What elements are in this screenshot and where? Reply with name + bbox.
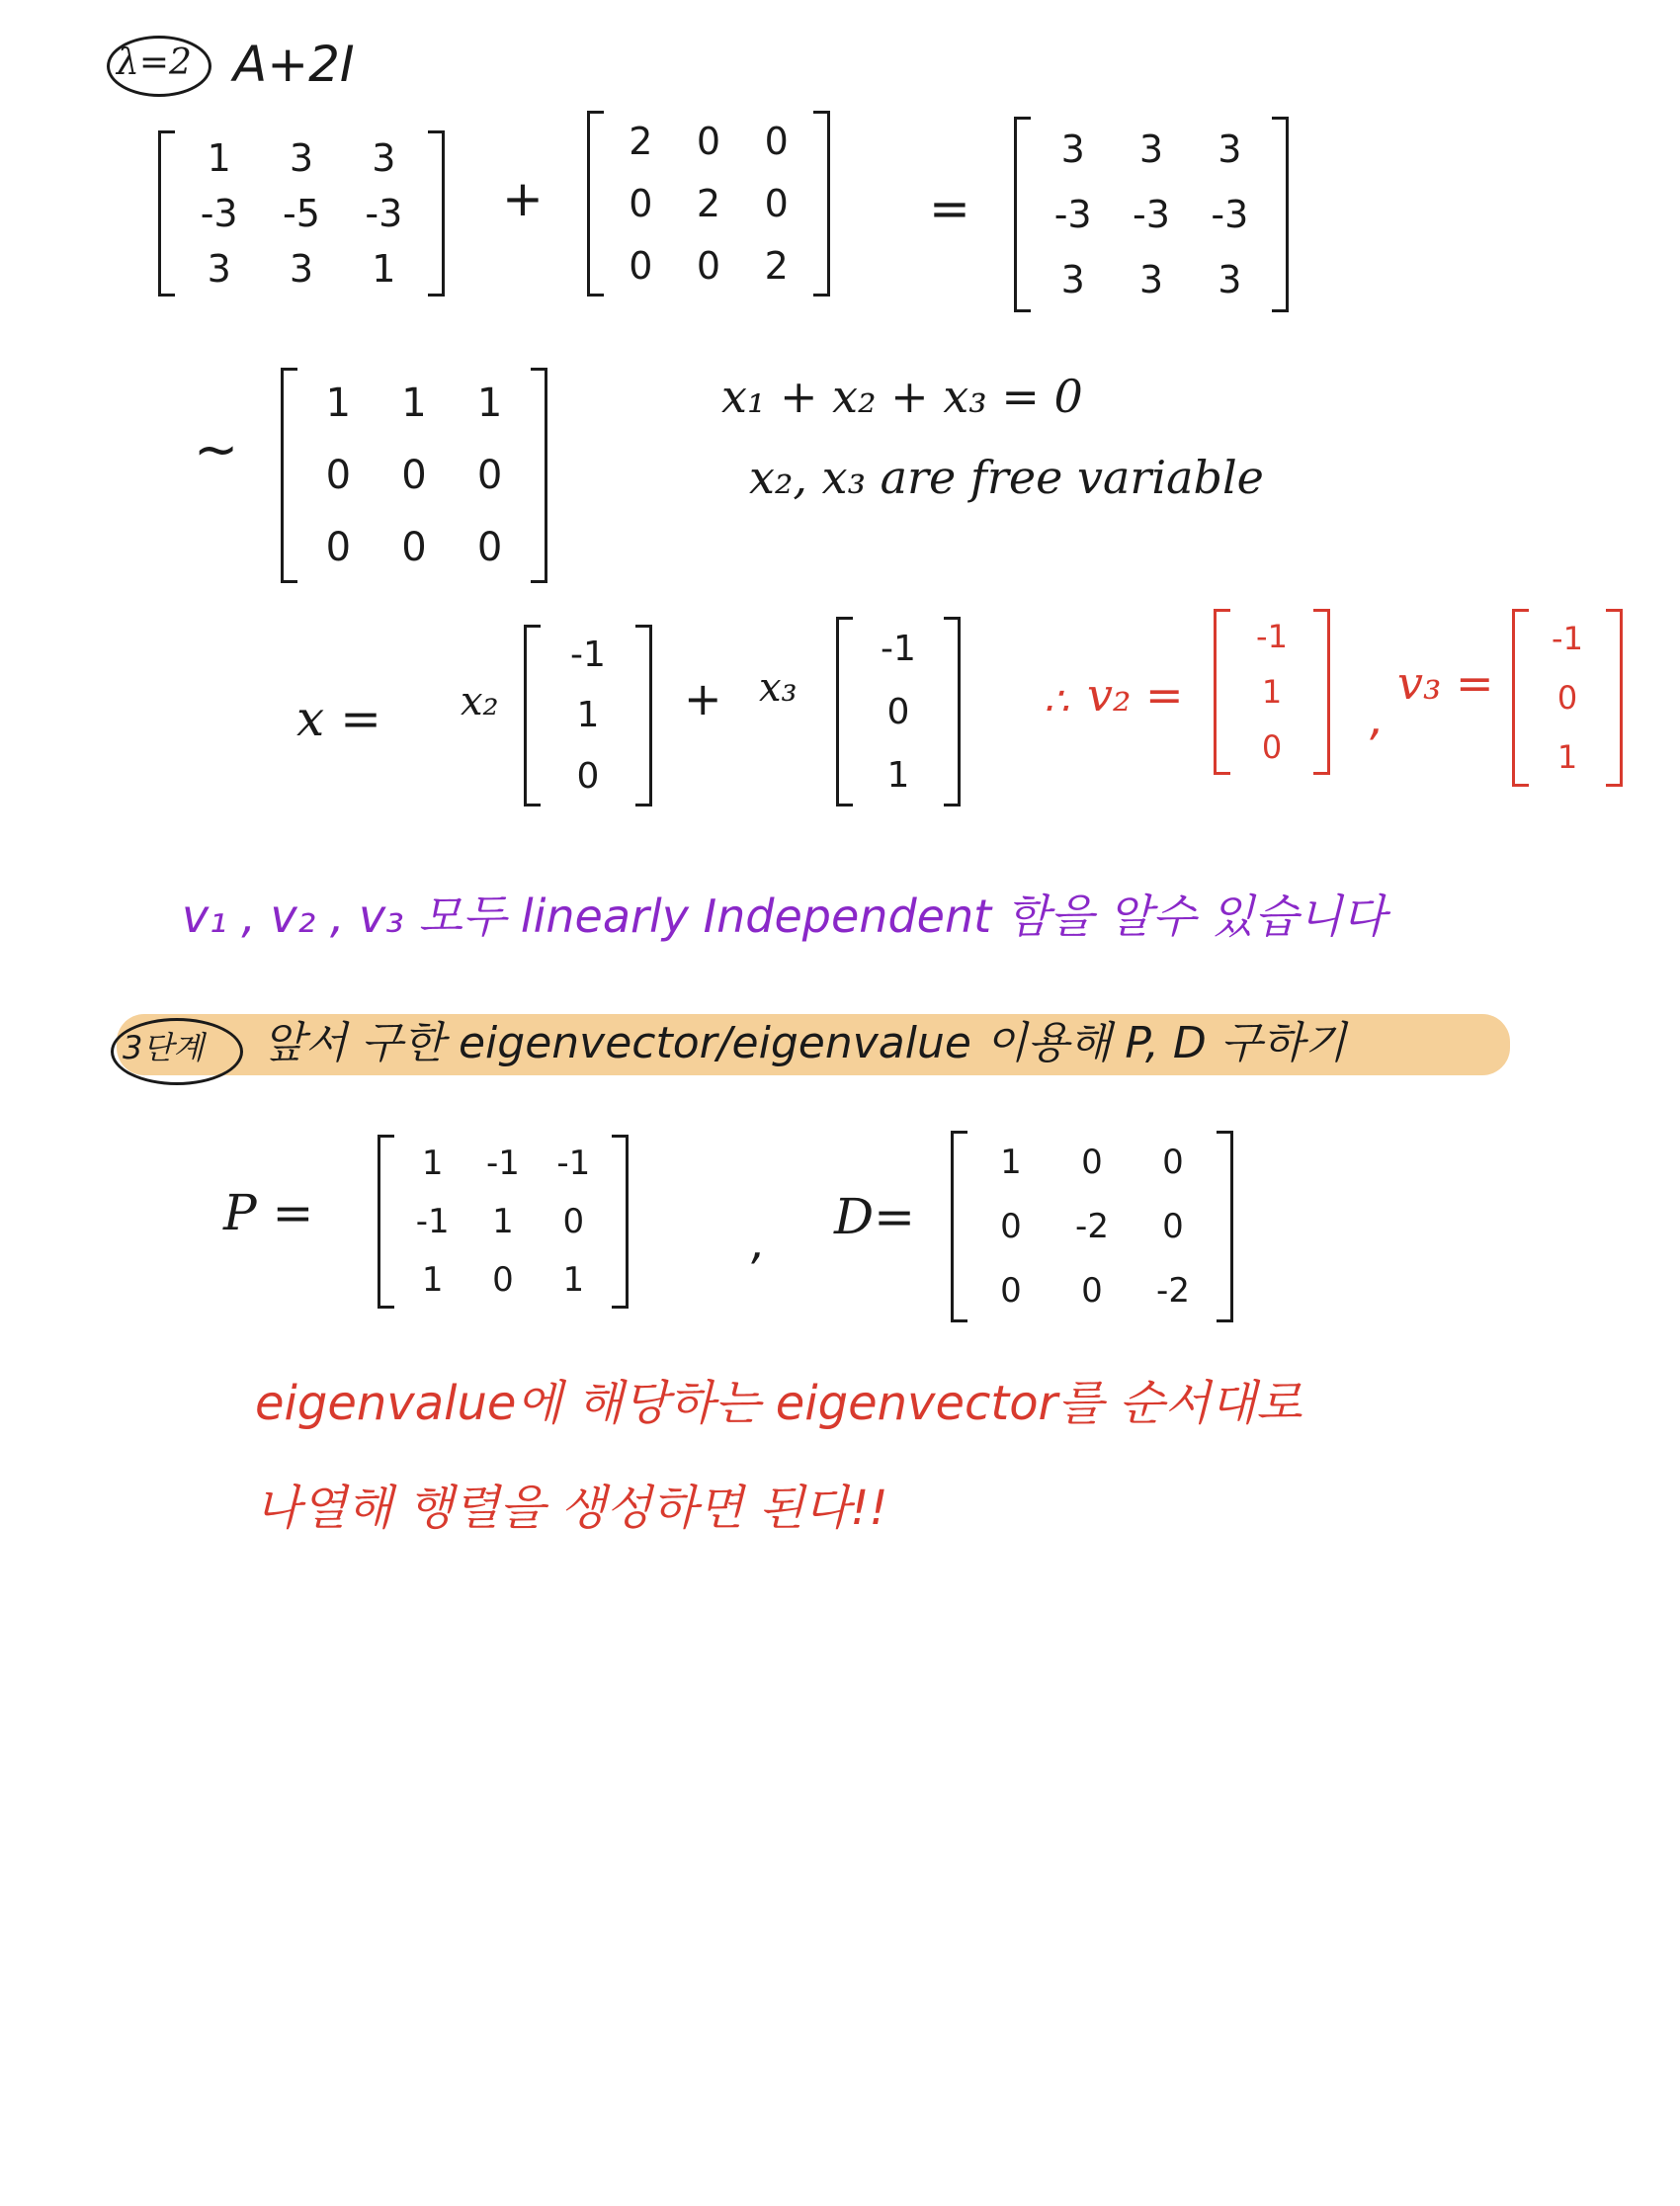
matrix-sum (1014, 117, 1289, 312)
matrix-cell: 0 (629, 181, 653, 225)
step-expression: A+2I (233, 36, 355, 93)
therefore-symbol: ∴ (1044, 679, 1069, 724)
matrix-cell: 0 (764, 120, 789, 164)
independence-note: v₁ , v₂ , v₃ 모두 linearly Independent 함을 알수 있습니다 (182, 890, 1386, 943)
matrix-cell: -1 (556, 1144, 591, 1184)
lambda-label: λ=2 (117, 42, 192, 83)
vector-entry: 1 (1261, 673, 1283, 711)
step3-badge: 3단계 (123, 1029, 205, 1066)
matrix-cell: -3 (365, 192, 403, 235)
matrix-cell: -5 (283, 192, 320, 235)
plus-sign: + (502, 170, 544, 227)
matrix-cell: 0 (1000, 1206, 1022, 1246)
matrix-cell: 3 (1218, 258, 1242, 301)
matrix-cell: 0 (1000, 1270, 1022, 1311)
matrix-cell: 0 (476, 452, 503, 498)
matrix-p (378, 1135, 629, 1309)
matrix-cell: 0 (562, 1201, 585, 1241)
solution-plus: + (684, 672, 722, 725)
solution-vector-1 (524, 625, 652, 806)
matrix-cell: 0 (629, 243, 653, 288)
linear-equation: x₁ + x₂ + x₃ = 0 (721, 370, 1083, 423)
matrix-cell: 3 (289, 247, 314, 291)
matrix-cell: 3 (1218, 127, 1242, 171)
vector-entry: 1 (886, 754, 910, 796)
conclusion-line-1: eigenvalue에 해당하는 eigenvector를 순서대로 (255, 1376, 1302, 1431)
vector-entry: -1 (1256, 618, 1288, 655)
matrix-cell: 3 (207, 247, 231, 291)
matrix-cell: -2 (1156, 1270, 1190, 1311)
matrix-cell: 1 (1000, 1143, 1022, 1183)
matrix-cell: 0 (764, 181, 789, 225)
matrix-cell: 1 (401, 381, 427, 427)
matrix-cell: 3 (289, 136, 314, 180)
coefficient-x3: x₃ (759, 665, 798, 711)
matrix-cell: 0 (492, 1259, 514, 1300)
matrix-cell: 1 (325, 381, 352, 427)
matrix-cell: -3 (1133, 193, 1170, 236)
matrix-cell: 0 (1162, 1143, 1184, 1183)
matrix-cell: 3 (1060, 258, 1085, 301)
vector-entry: 0 (576, 755, 600, 797)
vector-entry: 1 (576, 695, 600, 736)
coefficient-x2: x₂ (461, 679, 499, 724)
matrix-cell: 0 (1081, 1143, 1103, 1183)
matrix-cell: 3 (1060, 127, 1085, 171)
matrix-cell: 3 (1138, 127, 1164, 171)
d-label: D= (834, 1188, 915, 1245)
matrix-cell: -3 (1211, 193, 1249, 236)
vector-entry: 0 (1261, 728, 1283, 766)
p-label: P = (223, 1184, 314, 1241)
matrix-cell: 0 (401, 452, 427, 498)
v2-label: v₂ = (1087, 668, 1184, 721)
matrix-cell: 3 (1138, 258, 1164, 301)
matrix-cell: 1 (562, 1259, 585, 1300)
matrix-cell: 0 (1081, 1270, 1103, 1311)
matrix-cell: 1 (421, 1259, 444, 1300)
matrix-cell: -3 (1053, 193, 1092, 236)
v3-label: v₃ = (1397, 656, 1494, 710)
solution-vector-2 (836, 617, 961, 806)
vector-entry: 0 (1556, 679, 1578, 717)
step3-title: 앞서 구한 eigenvector/eigenvalue 이용해 P, D 구하기 (263, 1018, 1347, 1068)
matrix-cell: -1 (415, 1201, 450, 1241)
matrix-cell: 2 (764, 243, 789, 288)
free-variable-note: x₂, x₃ are free variable (749, 451, 1264, 504)
matrix-cell: 0 (325, 452, 352, 498)
matrix-cell: 2 (629, 120, 653, 164)
vector-entry: -1 (1552, 620, 1583, 657)
conclusion-line-2: 나열해 행렬을 생성하면 된다!! (255, 1481, 888, 1536)
matrix-cell: 0 (1162, 1206, 1184, 1246)
matrix-d (951, 1131, 1233, 1322)
pd-comma: , (751, 1216, 766, 1269)
equals-sign: = (929, 180, 970, 237)
matrix-cell: 0 (696, 120, 721, 164)
vector-entry: 0 (886, 691, 910, 732)
matrix-cell: 1 (372, 247, 396, 291)
v3-vector (1512, 609, 1623, 787)
matrix-cell: -2 (1075, 1206, 1109, 1246)
matrix-cell: -1 (486, 1144, 520, 1184)
matrix-a (158, 130, 445, 297)
v-comma: , (1370, 692, 1385, 745)
tilde: ~ (194, 418, 239, 480)
matrix-cell: 0 (401, 524, 427, 570)
matrix-cell: 1 (476, 381, 503, 427)
matrix-cell: 3 (372, 136, 396, 180)
v2-vector (1214, 609, 1330, 775)
matrix-rref (281, 368, 547, 583)
matrix-cell: 0 (696, 243, 721, 288)
matrix-cell: 1 (492, 1201, 514, 1241)
vector-entry: -1 (881, 628, 916, 669)
matrix-cell: 2 (696, 181, 721, 225)
matrix-cell: 0 (325, 524, 352, 570)
matrix-2i (587, 111, 830, 297)
solution-lhs: x = (296, 690, 381, 747)
matrix-cell: -3 (200, 192, 238, 235)
vector-entry: 1 (1556, 738, 1578, 776)
matrix-cell: 1 (421, 1144, 444, 1184)
vector-entry: -1 (570, 635, 606, 676)
matrix-cell: 0 (476, 524, 503, 570)
matrix-cell: 1 (207, 136, 231, 180)
